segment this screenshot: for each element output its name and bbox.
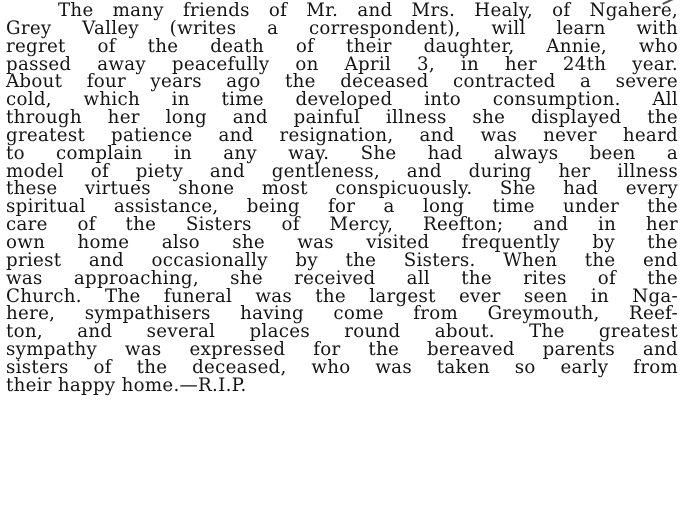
article-line-20: sympathy was expressed for the bereaved parents and xyxy=(6,339,678,361)
article-line-9: to complain in any way. She had always been a xyxy=(6,142,678,164)
article-line-3: regret of the death of their daughter, Annie, who xyxy=(6,35,678,57)
article-line-19: ton, and several places round about. The greatest xyxy=(6,321,678,343)
article-line-2: Grey Valley (writes a correspondent), will learn with xyxy=(6,17,678,39)
article-line-4: passed away peacefully on April 3, in her 24th year. xyxy=(6,53,678,75)
article-line-17: Church. The funeral was the largest ever seen in Nga- xyxy=(6,285,678,307)
article-line-15: priest and occasionally by the Sisters. When the end xyxy=(6,249,678,271)
article-line-22: their happy home.—R.I.P. xyxy=(6,374,247,396)
article-line-14: own home also she was visited frequently by the xyxy=(6,231,678,253)
article-line-8: greatest patience and resignation, and was never heard xyxy=(6,124,678,146)
article-line-5: About four years ago the deceased contracted a severe xyxy=(6,71,678,93)
article-line-12: spiritual assistance, being for a long time under the xyxy=(6,196,678,218)
article-line-6: cold, which in time developed into consumption. All xyxy=(6,89,678,111)
article-line-16: was approaching, she received all the rites of the xyxy=(6,267,678,289)
article-line-11: these virtues shone most conspicuously. She had every xyxy=(6,178,678,200)
article-line-13: care of the Sisters of Mercy, Reefton; and in her xyxy=(6,214,678,236)
article-line-18: here, sympathisers having come from Greymouth, Reef- xyxy=(6,303,678,325)
article-line-21: sisters of the deceased, who was taken so early from xyxy=(6,356,678,378)
article-body xyxy=(6,2,678,395)
article-line-10: model of piety and gentleness, and during her illness xyxy=(6,160,678,182)
article-line-7: through her long and painful illness she displayed the xyxy=(6,107,678,129)
article-line-1: The many friends of Mr. and Mrs. Healy, of Ngahere, xyxy=(58,0,678,21)
